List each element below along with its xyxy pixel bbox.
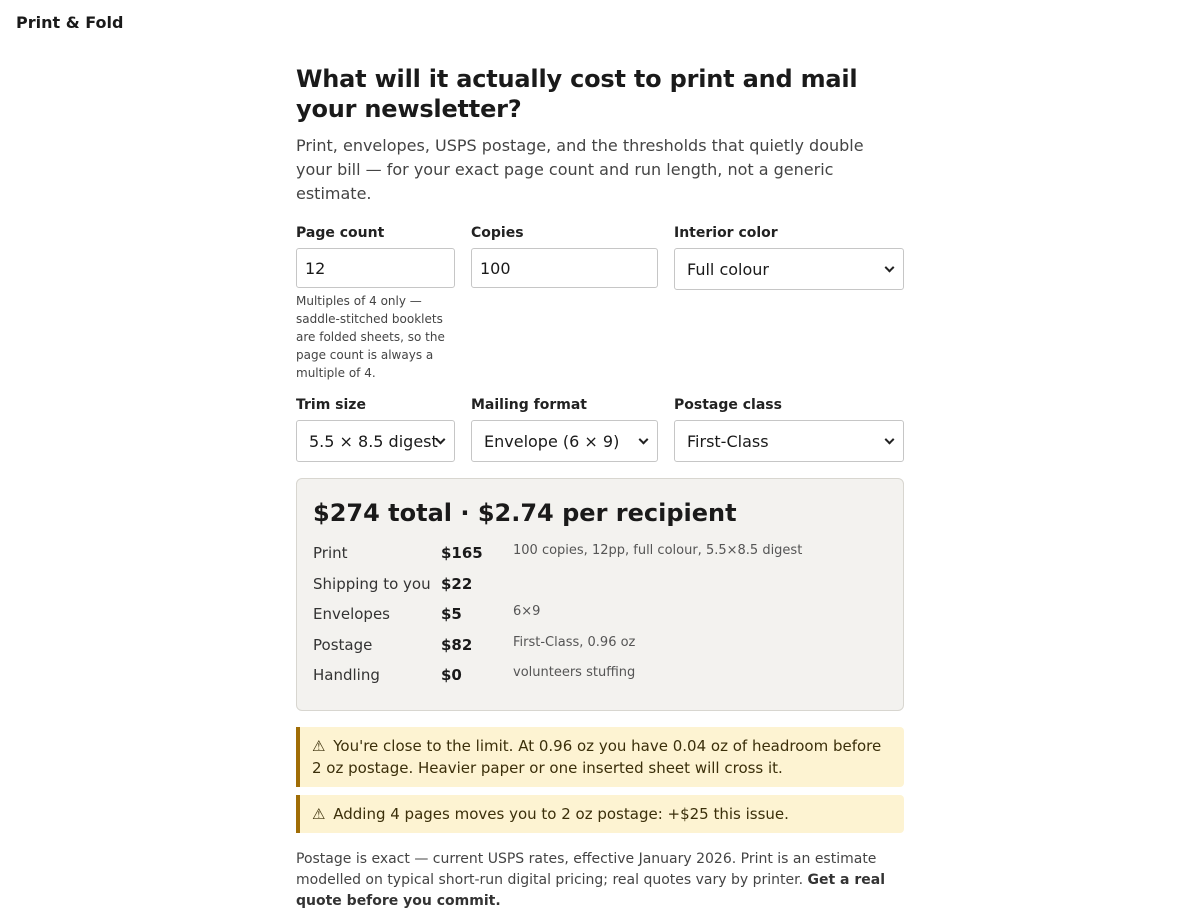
mailing-format-select[interactable] (471, 420, 658, 462)
cost-line-shipping (313, 574, 887, 605)
trim-size-label: Trim size (296, 397, 366, 413)
chevron-down-icon (639, 435, 649, 445)
weight-limit-warning-text: You're close to the limit. At 0.96 oz you have 0.04 oz of headroom before 2 oz postage. Heavier paper or one inserted sheet will cross it. (312, 736, 882, 777)
trim-size-group (296, 396, 455, 462)
cost-breakdown (313, 543, 887, 696)
cost-summary-headline: $274 total · $2.74 per recipient (313, 499, 737, 527)
warning-icon: ⚠ (312, 736, 326, 755)
page-count-hint: Multiples of 4 only — saddle-stitched booklets are folded sheets, so the page count is always a multiple of 4. (296, 294, 445, 380)
cost-summary-panel (296, 478, 904, 711)
trim-size-value: 5.5 × 8.5 digest (309, 431, 438, 451)
interior-color-value: Full colour (687, 259, 769, 279)
cost-line-note: 100 copies, 12pp, full colour, 5.5×8.5 digest (513, 543, 803, 558)
warning-icon: ⚠ (312, 804, 326, 823)
cost-line-label: Handling (313, 666, 380, 684)
weight-limit-warning (296, 727, 904, 787)
interior-color-select[interactable] (674, 248, 904, 290)
cost-line-note: volunteers stuffing (513, 665, 636, 680)
copies-label: Copies (471, 225, 524, 241)
cost-line-label: Envelopes (313, 605, 390, 623)
chevron-down-icon (885, 435, 895, 445)
page-threshold-warning (296, 795, 904, 833)
copies-input[interactable] (471, 248, 658, 288)
cost-line-label: Shipping to you (313, 574, 431, 593)
mailing-format-value: Envelope (6 × 9) (484, 431, 620, 451)
cost-line-amount: $22 (441, 574, 473, 593)
form-row-2 (296, 396, 904, 462)
mailing-format-label: Mailing format (471, 397, 587, 413)
postage-class-value: First-Class (687, 431, 769, 451)
pricing-footnote-emphasis: Get a real quote before you commit. (296, 871, 886, 909)
cost-line-amount: $82 (441, 635, 473, 654)
page-threshold-warning-text: Adding 4 pages moves you to 2 oz postage: +$25 this issue. (333, 804, 789, 823)
form-row-1 (296, 224, 904, 382)
page-count-group (296, 224, 455, 382)
page-count-input[interactable] (296, 248, 455, 288)
cost-line-envelopes (313, 604, 887, 635)
mailing-format-group (471, 396, 658, 462)
cost-line-label: Print (313, 544, 348, 562)
brand-logo[interactable]: Print & Fold (16, 13, 124, 32)
cost-line-note: 6×9 (513, 604, 541, 619)
cost-line-amount: $165 (441, 544, 483, 562)
page-title: What will it actually cost to print and mail your newsletter? (296, 65, 858, 123)
chevron-down-icon (885, 263, 895, 273)
cost-line-note: First-Class, 0.96 oz (513, 634, 636, 650)
postage-class-label: Postage class (674, 397, 782, 413)
pricing-footnote (296, 849, 904, 912)
cost-line-amount: $0 (441, 666, 462, 684)
cost-line-amount: $5 (441, 605, 462, 623)
cost-line-handling (313, 665, 887, 696)
trim-size-select[interactable] (296, 420, 455, 462)
pricing-footnote-text: Postage is exact — current USPS rates, effective January 2026. Print is an estimate modelled on typical short-run digital pricing; real quotes vary by printer. (296, 850, 877, 888)
cost-line-postage (313, 635, 887, 666)
cost-line-print (313, 543, 887, 574)
page-count-label: Page count (296, 225, 385, 241)
copies-group (471, 224, 658, 382)
cost-line-label: Postage (313, 635, 373, 654)
page-subtitle: Print, envelopes, USPS postage, and the thresholds that quietly double your bill — for your exact page count and run length, not a generic estimate. (296, 136, 864, 203)
interior-color-label: Interior color (674, 225, 778, 241)
interior-color-group (674, 224, 904, 382)
postage-class-group (674, 396, 904, 462)
calculator-main (296, 64, 904, 912)
postage-class-select[interactable] (674, 420, 904, 462)
